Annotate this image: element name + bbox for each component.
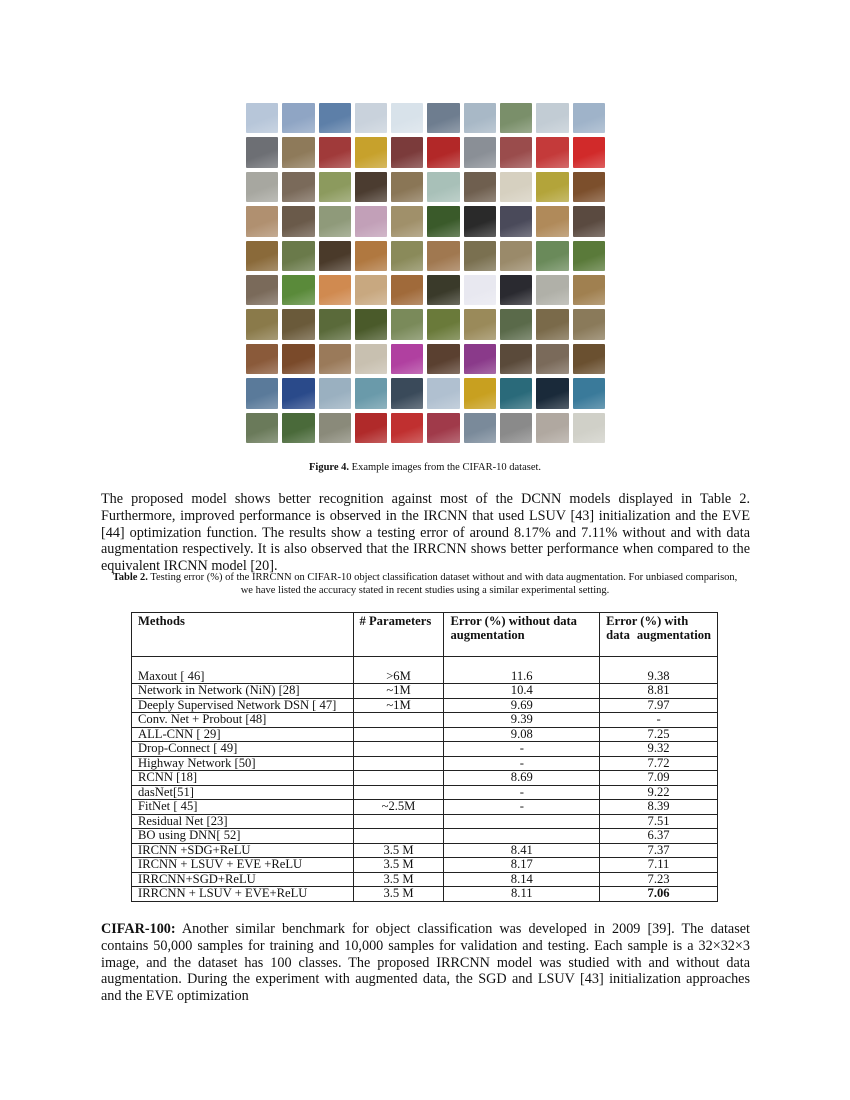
cifar-thumbnail	[427, 344, 459, 374]
cell-parameters	[353, 742, 444, 757]
cifar-thumbnail	[282, 275, 314, 305]
cifar-thumbnail	[355, 241, 387, 271]
cell-method: IRCNN +SDG+ReLU	[132, 843, 354, 858]
cell-method: Deeply Supervised Network DSN [ 47]	[132, 698, 354, 713]
paragraph-cifar100	[101, 921, 750, 1005]
table-caption	[110, 572, 740, 597]
cell-parameters: ~1M	[353, 698, 444, 713]
table-row	[132, 814, 718, 829]
cifar-thumbnail	[464, 206, 496, 236]
cifar-thumbnail	[319, 103, 351, 133]
cifar-thumbnail	[246, 344, 278, 374]
cell-error-without-aug: 11.6	[444, 657, 600, 684]
cifar-thumbnail	[500, 344, 532, 374]
cell-parameters: ~2.5M	[353, 800, 444, 815]
cell-method: IRCNN + LSUV + EVE +ReLU	[132, 858, 354, 873]
table-row	[132, 858, 718, 873]
cifar-thumbnail	[319, 344, 351, 374]
table-row	[132, 785, 718, 800]
table-row	[132, 800, 718, 815]
cifar-thumbnail	[246, 172, 278, 202]
cifar-thumbnail	[427, 413, 459, 443]
cell-error-with-aug: 7.25	[600, 727, 718, 742]
cifar-thumbnail	[391, 206, 423, 236]
cifar-thumbnail	[500, 275, 532, 305]
cell-parameters: 3.5 M	[353, 872, 444, 887]
cifar-thumbnail	[355, 344, 387, 374]
cifar-thumbnail	[282, 103, 314, 133]
cell-method: IRRCNN+SGD+ReLU	[132, 872, 354, 887]
header-error-without-aug: Error (%) without data augmentation	[444, 613, 600, 657]
cifar-thumbnail	[500, 206, 532, 236]
cifar-thumbnail	[282, 344, 314, 374]
cell-method: Conv. Net + Probout [48]	[132, 713, 354, 728]
cifar-thumbnail	[246, 378, 278, 408]
cell-error-without-aug	[444, 814, 600, 829]
cell-error-without-aug: -	[444, 800, 600, 815]
table-row	[132, 872, 718, 887]
cifar-thumbnail	[282, 206, 314, 236]
cifar-thumbnail	[427, 275, 459, 305]
cell-method: RCNN [18]	[132, 771, 354, 786]
cell-parameters	[353, 756, 444, 771]
cifar-thumbnail	[319, 275, 351, 305]
cell-method: Drop-Connect [ 49]	[132, 742, 354, 757]
cifar-thumbnail	[573, 344, 605, 374]
cifar-thumbnail	[246, 241, 278, 271]
cell-error-with-aug: 7.37	[600, 843, 718, 858]
cell-error-with-aug: 9.32	[600, 742, 718, 757]
cifar-thumbnail	[319, 172, 351, 202]
cifar10-image-grid	[246, 103, 605, 443]
cifar-thumbnail	[282, 378, 314, 408]
cell-error-with-aug: -	[600, 713, 718, 728]
cifar-thumbnail	[427, 241, 459, 271]
cell-error-with-aug: 8.39	[600, 800, 718, 815]
cifar-thumbnail	[573, 206, 605, 236]
header-methods: Methods	[132, 613, 354, 657]
cifar-thumbnail	[246, 137, 278, 167]
cifar-thumbnail	[282, 241, 314, 271]
cell-error-with-aug: 9.22	[600, 785, 718, 800]
cifar-thumbnail	[282, 137, 314, 167]
cifar-thumbnail	[536, 309, 568, 339]
cifar-thumbnail	[246, 275, 278, 305]
cifar-thumbnail	[391, 275, 423, 305]
table-row	[132, 887, 718, 902]
cifar-thumbnail	[355, 378, 387, 408]
cifar-thumbnail	[464, 378, 496, 408]
cell-error-without-aug: 9.69	[444, 698, 600, 713]
cell-error-with-aug: 9.38	[600, 657, 718, 684]
cifar-thumbnail	[573, 275, 605, 305]
cifar-thumbnail	[355, 275, 387, 305]
cifar-thumbnail	[427, 206, 459, 236]
cell-parameters: 3.5 M	[353, 843, 444, 858]
cifar-thumbnail	[246, 413, 278, 443]
cifar-thumbnail	[391, 309, 423, 339]
cifar-thumbnail	[427, 103, 459, 133]
cell-error-with-aug: 6.37	[600, 829, 718, 844]
cifar-thumbnail	[391, 103, 423, 133]
cell-error-without-aug: 8.14	[444, 872, 600, 887]
cifar-thumbnail	[319, 241, 351, 271]
cifar-thumbnail	[573, 172, 605, 202]
table-row	[132, 742, 718, 757]
cifar-thumbnail	[427, 172, 459, 202]
cell-error-with-aug: 7.51	[600, 814, 718, 829]
cifar-thumbnail	[573, 413, 605, 443]
cifar-thumbnail	[282, 413, 314, 443]
cifar-thumbnail	[573, 309, 605, 339]
cifar-thumbnail	[573, 378, 605, 408]
cell-error-with-aug: 7.09	[600, 771, 718, 786]
cifar-thumbnail	[427, 378, 459, 408]
cell-error-with-aug: 7.23	[600, 872, 718, 887]
cell-parameters: 3.5 M	[353, 858, 444, 873]
cell-parameters	[353, 814, 444, 829]
cifar-thumbnail	[391, 241, 423, 271]
cell-error-without-aug: 8.41	[444, 843, 600, 858]
cifar-thumbnail	[319, 206, 351, 236]
cell-error-without-aug: 9.39	[444, 713, 600, 728]
cell-method: Highway Network [50]	[132, 756, 354, 771]
cell-parameters	[353, 727, 444, 742]
cifar-thumbnail	[464, 413, 496, 443]
cell-error-with-aug: 7.72	[600, 756, 718, 771]
cifar-thumbnail	[391, 378, 423, 408]
table-caption-text: Testing error (%) of the IRRCNN on CIFAR-10 object classification dataset without and with data augmentation. For unbiased comparison, we have listed the accuracy stated in recent studies using a similar experimental setting.	[147, 572, 738, 596]
figure-caption	[0, 462, 850, 473]
figure-label: Figure 4.	[308, 462, 350, 473]
cifar-thumbnail	[427, 309, 459, 339]
cifar-thumbnail	[500, 413, 532, 443]
cell-error-without-aug: -	[444, 742, 600, 757]
cell-error-with-aug: 7.97	[600, 698, 718, 713]
cifar-thumbnail	[355, 172, 387, 202]
cell-parameters	[353, 829, 444, 844]
cifar-thumbnail	[536, 137, 568, 167]
table-row	[132, 843, 718, 858]
header-error-with-aug: Error (%) with data augmentation	[600, 613, 718, 657]
cell-error-without-aug: 8.11	[444, 887, 600, 902]
table-row	[132, 713, 718, 728]
cifar-thumbnail	[500, 172, 532, 202]
cell-error-with-aug: 8.81	[600, 684, 718, 699]
cell-error-without-aug: -	[444, 785, 600, 800]
table-row	[132, 684, 718, 699]
cifar-thumbnail	[464, 309, 496, 339]
cifar-thumbnail	[391, 344, 423, 374]
cifar-thumbnail	[319, 413, 351, 443]
cifar-thumbnail	[319, 309, 351, 339]
cifar-thumbnail	[464, 137, 496, 167]
cifar-thumbnail	[464, 241, 496, 271]
cell-method: Maxout [ 46]	[132, 657, 354, 684]
cell-error-without-aug: 8.17	[444, 858, 600, 873]
cifar-thumbnail	[536, 413, 568, 443]
cifar-thumbnail	[536, 378, 568, 408]
cifar-thumbnail	[355, 137, 387, 167]
cifar-thumbnail	[282, 172, 314, 202]
cifar-thumbnail	[464, 275, 496, 305]
cifar-thumbnail	[427, 137, 459, 167]
results-table	[131, 612, 718, 902]
cifar-thumbnail	[573, 137, 605, 167]
table-row	[132, 829, 718, 844]
cifar100-label: CIFAR-100:	[101, 921, 176, 937]
cell-parameters	[353, 785, 444, 800]
cifar-thumbnail	[355, 413, 387, 443]
cifar-thumbnail	[573, 103, 605, 133]
table-header-row	[132, 613, 718, 657]
table-body	[132, 657, 718, 902]
table-label: Table 2.	[112, 572, 148, 583]
cifar-thumbnail	[500, 103, 532, 133]
table-row	[132, 756, 718, 771]
table-row	[132, 727, 718, 742]
table-row	[132, 698, 718, 713]
cell-method: Network in Network (NiN) [28]	[132, 684, 354, 699]
cifar-thumbnail	[355, 206, 387, 236]
cell-error-without-aug: 8.69	[444, 771, 600, 786]
cell-method: FitNet [ 45]	[132, 800, 354, 815]
cifar-thumbnail	[319, 137, 351, 167]
cell-method: IRRCNN + LSUV + EVE+ReLU	[132, 887, 354, 902]
cell-parameters: >6M	[353, 657, 444, 684]
cifar-thumbnail	[500, 241, 532, 271]
cifar-thumbnail	[391, 172, 423, 202]
header-parameters: # Parameters	[353, 613, 444, 657]
cifar-thumbnail	[355, 103, 387, 133]
cifar100-text: Another similar benchmark for object classification was developed in 2009 [39]. The dataset contains 50,000 samples for training and 10,000 samples for validation and testing. Each sample is a 32×32×3 image, and the dataset has 100 classes. The proposed IRRCNN model was studied with and without data augmentation. During the experiment with augmented data, the SGD and LSUV [43] initialization approaches and the EVE optimization	[101, 921, 750, 1005]
cifar-thumbnail	[464, 103, 496, 133]
cifar-thumbnail	[319, 378, 351, 408]
cell-parameters	[353, 713, 444, 728]
cifar-thumbnail	[536, 206, 568, 236]
cell-method: BO using DNN[ 52]	[132, 829, 354, 844]
cell-error-without-aug	[444, 829, 600, 844]
table-row	[132, 771, 718, 786]
paragraph-results: The proposed model shows better recognition against most of the DCNN models displayed in Table 2. Furthermore, improved performance is observed in the IRCNN that used LSUV [43] initialization and the EVE [44] optimization function. The results show a testing error of around 8.17% and 7.11% without and with data augmentation respectively. It is also observed that the IRRCNN shows better performance when compared to the equivalent IRCNN model [20].	[101, 491, 750, 575]
cifar-thumbnail	[500, 137, 532, 167]
cell-parameters: 3.5 M	[353, 887, 444, 902]
cell-parameters: ~1M	[353, 684, 444, 699]
cifar-thumbnail	[536, 172, 568, 202]
cifar-thumbnail	[464, 172, 496, 202]
cell-error-without-aug: -	[444, 756, 600, 771]
cell-parameters	[353, 771, 444, 786]
cifar-thumbnail	[573, 241, 605, 271]
cifar-thumbnail	[391, 413, 423, 443]
cifar-thumbnail	[536, 275, 568, 305]
cifar-thumbnail	[536, 344, 568, 374]
cifar-thumbnail	[500, 309, 532, 339]
cifar-thumbnail	[536, 241, 568, 271]
figure-caption-text: Example images from the CIFAR-10 dataset.	[349, 462, 542, 473]
cell-method: ALL-CNN [ 29]	[132, 727, 354, 742]
cell-error-without-aug: 9.08	[444, 727, 600, 742]
cifar-thumbnail	[355, 309, 387, 339]
cifar-thumbnail	[500, 378, 532, 408]
cell-method: Residual Net [23]	[132, 814, 354, 829]
cifar-thumbnail	[246, 309, 278, 339]
cifar-thumbnail	[246, 206, 278, 236]
cifar-thumbnail	[246, 103, 278, 133]
cell-error-with-aug: 7.11	[600, 858, 718, 873]
cifar-thumbnail	[464, 344, 496, 374]
cifar-thumbnail	[536, 103, 568, 133]
cifar-thumbnail	[282, 309, 314, 339]
cell-method: dasNet[51]	[132, 785, 354, 800]
cell-error-without-aug: 10.4	[444, 684, 600, 699]
table-row	[132, 657, 718, 684]
cifar-thumbnail	[391, 137, 423, 167]
cell-error-with-aug: 7.06	[600, 887, 718, 902]
